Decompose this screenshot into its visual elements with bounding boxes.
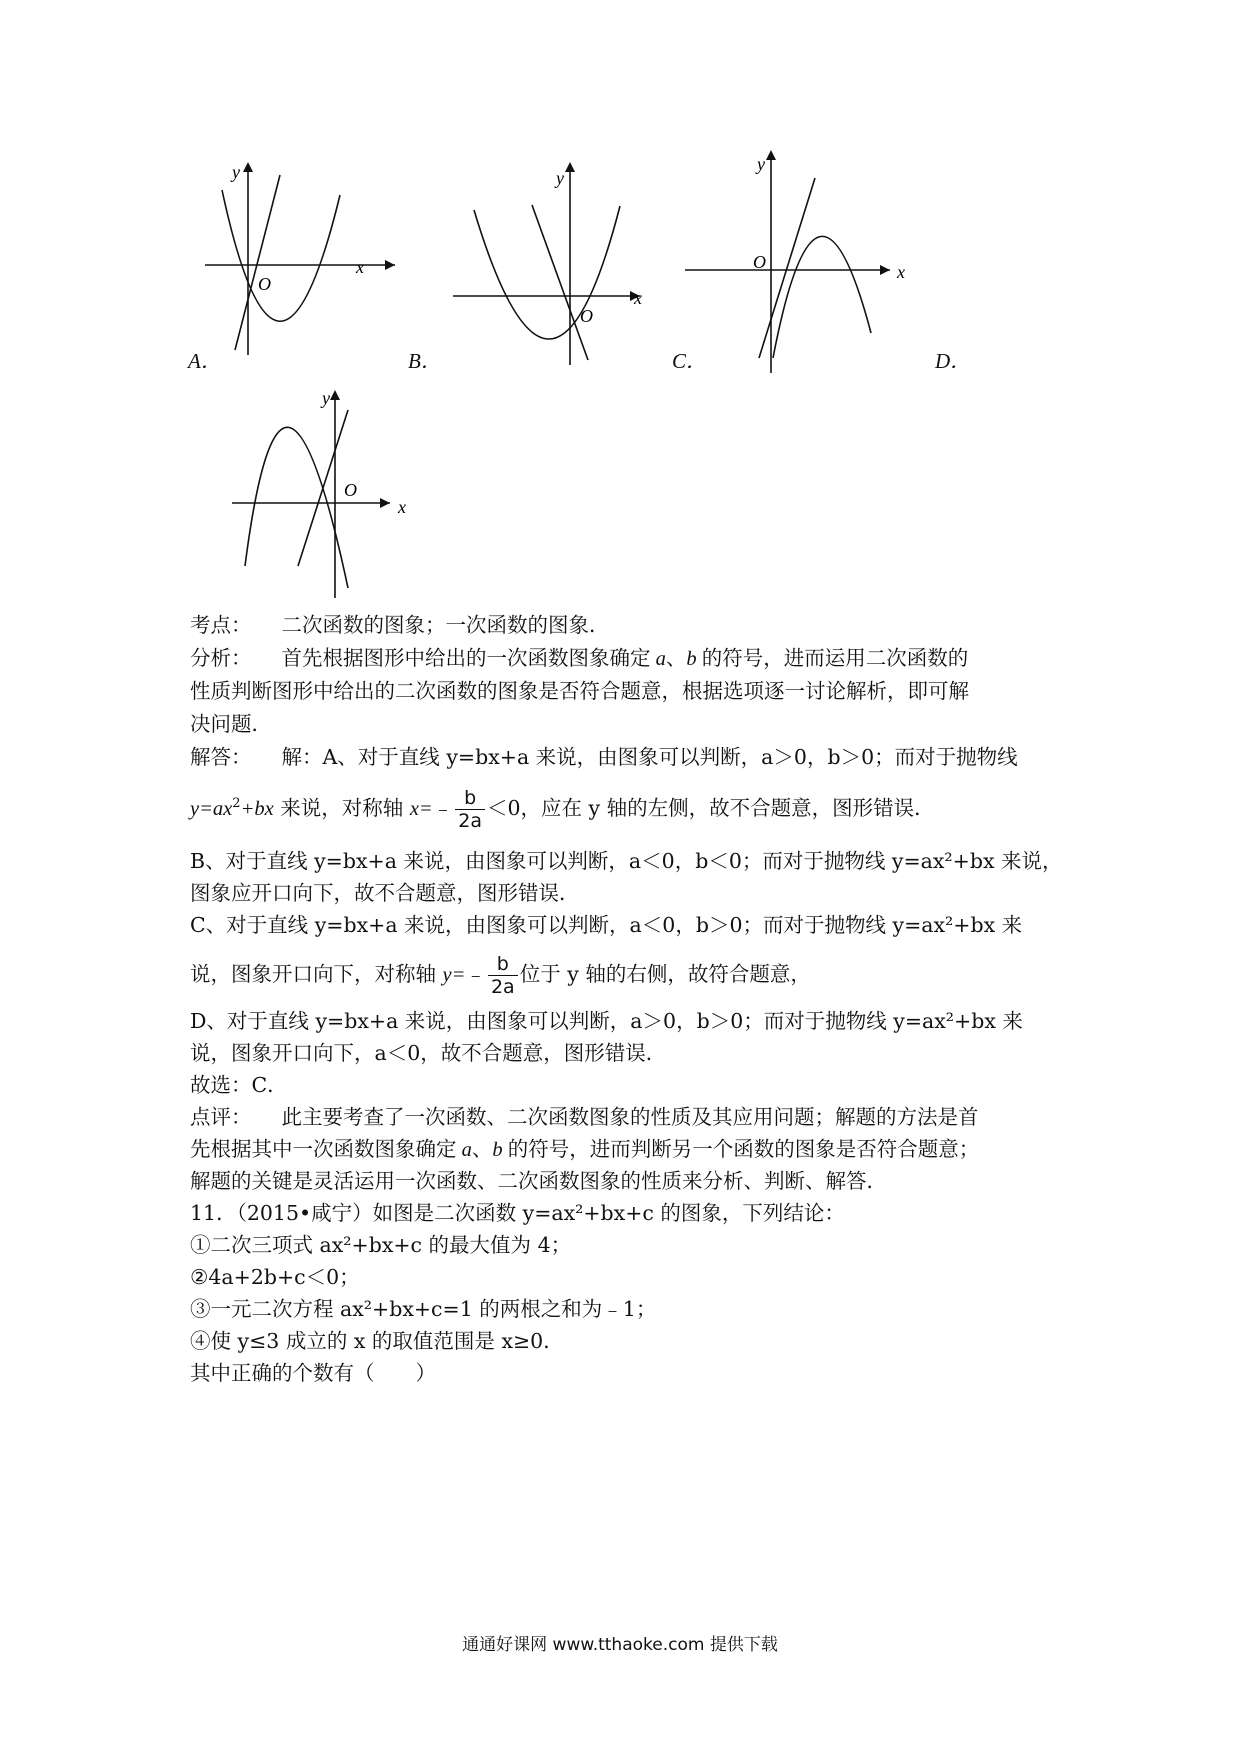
graph-option-b <box>448 170 648 370</box>
fraction-b-over-2a: $\frac{b}{2a}$ <box>455 787 485 832</box>
x-axis-label: x <box>398 497 406 517</box>
jieda-line-c2: 说，图象开口向下，对称轴 y=﹣ $\frac{b}{2a}$ 位于 y 轴的右侧，故符合题意， <box>190 953 811 998</box>
fenxi-line-2: 性质判断图形中给出的二次函数的图象是否符合题意，根据选项逐一讨论解析，即可解 <box>190 679 969 703</box>
jieda-line-a1 <box>190 742 1070 772</box>
kaodian-line <box>190 610 1070 640</box>
question-11-item-3: ③一元二次方程 ax²+bx+c=1 的两根之和为﹣1； <box>190 1297 657 1321</box>
origin-label: O <box>344 480 357 500</box>
origin-label: O <box>580 306 593 326</box>
y-axis-label: y <box>232 162 240 182</box>
jieda-a2-post: ＜0，应在 y 轴的左侧，故不合题意，图形错误． <box>486 796 935 820</box>
jieda-line-d2: 说，图象开口向下，a＜0，故不合题意，图形错误． <box>190 1041 667 1065</box>
kaodian-text: 二次函数的图象；一次函数的图象． <box>281 613 610 637</box>
question-11-item-1: ①二次三项式 ax²+bx+c 的最大值为 4； <box>190 1233 572 1257</box>
graph-option-d <box>230 388 420 598</box>
jieda-c2-pre: 说，图象开口向下，对称轴 <box>190 962 436 986</box>
fenxi-line-1: 分析： 首先根据图形中给出的一次函数图象确定 a、b 的符号，进而运用二次函数的 <box>190 646 969 670</box>
question-11-item-2: ②4a+2b+c＜0； <box>190 1265 360 1289</box>
jieda-line-b2: 图象应开口向下，故不合题意，图形错误． <box>190 881 580 905</box>
y-axis-label: y <box>757 154 765 174</box>
y-axis-label: y <box>322 388 330 408</box>
option-a-label: A． <box>188 349 222 373</box>
graph-option-a <box>200 162 370 370</box>
question-11-stem: 11．（2015•咸宁）如图是二次函数 y=ax²+bx+c 的图象，下列结论： <box>190 1201 845 1225</box>
fraction-b-over-2a: $\frac{b}{2a}$ <box>488 953 518 998</box>
y-axis-label: y <box>556 168 564 188</box>
jieda-a1-text: 解：A、对于直线 y=bx+a 来说，由图象可以判断，a＞0，b＞0；而对于抛物线 <box>281 745 1018 769</box>
dianping-line-1 <box>190 1102 1070 1132</box>
fenxi-line-3: 决问题． <box>190 712 272 736</box>
fenxi-text-1-pre: 首先根据图形中给出的一次函数图象确定 <box>281 646 651 670</box>
dianping-line-3: 解题的关键是灵活运用一次函数、二次函数图象的性质来分析、判断、解答． <box>190 1169 887 1193</box>
x-axis-label: x <box>634 288 642 308</box>
jieda-line-a2: $y=ax^2+bx$ 来说，对称轴 x=﹣ $\frac{b}{2a}$ ＜0，应在 y 轴的左侧，故不合题意，图形错误． <box>190 787 935 832</box>
dianping-text-2-post: 的符号，进而判断另一个函数的图象是否符合题意； <box>507 1137 980 1161</box>
jieda-c2-post: 位于 y 轴的右侧，故符合题意， <box>519 962 811 986</box>
answer-line: 故选：C． <box>190 1073 288 1097</box>
dianping-text-1: 此主要考查了一次函数、二次函数图象的性质及其应用问题；解题的方法是首 <box>281 1105 979 1129</box>
dianping-label: 点评： <box>190 1105 252 1129</box>
jieda-line-c1: C、对于直线 y=bx+a 来说，由图象可以判断，a＜0，b＞0；而对于抛物线 y=ax²+bx 来 <box>190 913 1023 937</box>
kaodian-label: 考点： <box>190 613 252 637</box>
fenxi-text-1-post: 的符号，进而运用二次函数的 <box>701 646 969 670</box>
jieda-label: 解答： <box>190 745 252 769</box>
origin-label: O <box>258 274 271 294</box>
question-11-ask: 其中正确的个数有（ ） <box>190 1361 436 1385</box>
jieda-a2-pre: 来说，对称轴 <box>280 796 404 820</box>
question-11-item-4: ④使 y≤3 成立的 x 的取值范围是 x≥0． <box>190 1329 564 1353</box>
graph-option-c <box>685 154 905 373</box>
jieda-line-d1: D、对于直线 y=bx+a 来说，由图象可以判断，a＞0，b＞0；而对于抛物线 y=ax²+bx 来 <box>190 1009 1023 1033</box>
fenxi-label: 分析： <box>190 646 252 670</box>
option-d-label: D． <box>935 349 972 373</box>
jieda-line-b1: B、对于直线 y=bx+a 来说，由图象可以判断，a＜0，b＜0；而对于抛物线 y=ax²+bx 来说， <box>190 849 1063 873</box>
page-footer: 通通好课网 www.tthaoke.com 提供下载 <box>462 1635 778 1655</box>
x-axis-label: x <box>897 262 905 282</box>
dianping-text-2-pre: 先根据其中一次函数图象确定 <box>190 1137 457 1161</box>
x-axis-label: x <box>356 257 364 277</box>
option-c-label: C． <box>672 349 708 373</box>
option-b-label: B． <box>408 349 442 373</box>
dianping-line-2: 先根据其中一次函数图象确定 a、b 的符号，进而判断另一个函数的图象是否符合题意； <box>190 1137 980 1161</box>
origin-label: O <box>753 252 766 272</box>
